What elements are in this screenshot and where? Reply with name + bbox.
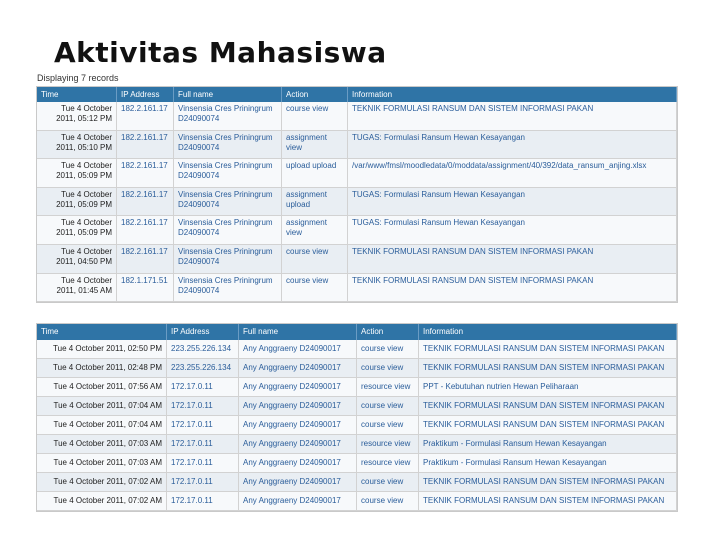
cell-action[interactable]: course view bbox=[357, 492, 419, 511]
cell-ip-address[interactable]: 182.2.161.17 bbox=[117, 159, 174, 188]
table-row bbox=[37, 435, 677, 454]
cell-time: Tue 4 October 2011, 05:09 PM bbox=[37, 159, 117, 188]
cell-full-name[interactable]: Vinsensia Cres Priningrum D24090074 bbox=[174, 188, 282, 217]
cell-time: Tue 4 October 2011, 02:50 PM bbox=[37, 340, 167, 359]
column-header-information: Information bbox=[419, 324, 677, 340]
cell-action[interactable]: resource view bbox=[357, 378, 419, 397]
cell-action[interactable]: course view bbox=[282, 274, 348, 303]
table-row bbox=[37, 492, 677, 511]
table-row bbox=[37, 188, 677, 217]
cell-information[interactable]: TUGAS: Formulasi Ransum Hewan Kesayangan bbox=[348, 216, 677, 245]
cell-action[interactable]: assignment view bbox=[282, 131, 348, 160]
table-row bbox=[37, 340, 677, 359]
cell-ip-address[interactable]: 182.2.161.17 bbox=[117, 102, 174, 131]
cell-action[interactable]: assignment upload bbox=[282, 188, 348, 217]
cell-time: Tue 4 October 2011, 05:12 PM bbox=[37, 102, 117, 131]
table-row bbox=[37, 473, 677, 492]
cell-full-name[interactable]: Any Anggraeny D24090017 bbox=[239, 473, 357, 492]
cell-ip-address[interactable]: 182.1.171.51 bbox=[117, 274, 174, 303]
cell-ip-address[interactable]: 182.2.161.17 bbox=[117, 245, 174, 274]
cell-time: Tue 4 October 2011, 07:04 AM bbox=[37, 416, 167, 435]
cell-ip-address[interactable]: 182.2.161.17 bbox=[117, 131, 174, 160]
cell-information[interactable]: TEKNIK FORMULASI RANSUM DAN SISTEM INFORMASI PAKAN bbox=[419, 492, 677, 511]
cell-action[interactable]: course view bbox=[357, 340, 419, 359]
cell-full-name[interactable]: Any Anggraeny D24090017 bbox=[239, 359, 357, 378]
cell-time: Tue 4 October 2011, 02:48 PM bbox=[37, 359, 167, 378]
cell-full-name[interactable]: Any Anggraeny D24090017 bbox=[239, 492, 357, 511]
activity-log-table-1 bbox=[36, 86, 678, 303]
cell-full-name[interactable]: Vinsensia Cres Priningrum D24090074 bbox=[174, 131, 282, 160]
cell-information[interactable]: TEKNIK FORMULASI RANSUM DAN SISTEM INFORMASI PAKAN bbox=[419, 340, 677, 359]
cell-time: Tue 4 October 2011, 05:09 PM bbox=[37, 188, 117, 217]
cell-information[interactable]: TEKNIK FORMULASI RANSUM DAN SISTEM INFORMASI PAKAN bbox=[419, 359, 677, 378]
records-count: Displaying 7 records bbox=[37, 73, 119, 83]
cell-full-name[interactable]: Vinsensia Cres Priningrum D24090074 bbox=[174, 216, 282, 245]
column-header-full-name[interactable]: Full name bbox=[239, 324, 357, 340]
cell-information[interactable]: TEKNIK FORMULASI RANSUM DAN SISTEM INFORMASI PAKAN bbox=[419, 473, 677, 492]
cell-time: Tue 4 October 2011, 01:45 AM bbox=[37, 274, 117, 303]
cell-time: Tue 4 October 2011, 07:02 AM bbox=[37, 492, 167, 511]
cell-ip-address[interactable]: 172.17.0.11 bbox=[167, 492, 239, 511]
table-row bbox=[37, 359, 677, 378]
cell-time: Tue 4 October 2011, 05:09 PM bbox=[37, 216, 117, 245]
table-row bbox=[37, 378, 677, 397]
activity-log-body-1 bbox=[37, 102, 677, 302]
table-row bbox=[37, 102, 677, 131]
cell-information[interactable]: Praktikum - Formulasi Ransum Hewan Kesayangan bbox=[419, 435, 677, 454]
cell-ip-address[interactable]: 223.255.226.134 bbox=[167, 340, 239, 359]
cell-full-name[interactable]: Any Anggraeny D24090017 bbox=[239, 397, 357, 416]
table-row bbox=[37, 416, 677, 435]
column-header-ip-address[interactable]: IP Address bbox=[167, 324, 239, 340]
activity-log-body-2 bbox=[37, 340, 677, 511]
cell-action[interactable]: resource view bbox=[357, 454, 419, 473]
table-row bbox=[37, 131, 677, 160]
cell-ip-address[interactable]: 172.17.0.11 bbox=[167, 378, 239, 397]
cell-information[interactable]: /var/www/fmsl/moodledata/0/moddata/assignment/40/392/data_ransum_anjing.xlsx bbox=[348, 159, 677, 188]
cell-full-name[interactable]: Any Anggraeny D24090017 bbox=[239, 416, 357, 435]
activity-log-panel-2 bbox=[36, 323, 678, 512]
table-row bbox=[37, 274, 677, 303]
cell-full-name[interactable]: Vinsensia Cres Priningrum D24090074 bbox=[174, 102, 282, 131]
cell-ip-address[interactable]: 172.17.0.11 bbox=[167, 454, 239, 473]
column-header-full-name[interactable]: Full name bbox=[174, 87, 282, 102]
table-row bbox=[37, 454, 677, 473]
cell-full-name[interactable]: Vinsensia Cres Priningrum D24090074 bbox=[174, 274, 282, 303]
cell-time: Tue 4 October 2011, 05:10 PM bbox=[37, 131, 117, 160]
cell-full-name[interactable]: Vinsensia Cres Priningrum D24090074 bbox=[174, 159, 282, 188]
cell-action[interactable]: course view bbox=[357, 416, 419, 435]
cell-information[interactable]: TEKNIK FORMULASI RANSUM DAN SISTEM INFORMASI PAKAN bbox=[348, 274, 677, 303]
cell-full-name[interactable]: Vinsensia Cres Priningrum D24090074 bbox=[174, 245, 282, 274]
page-title: Aktivitas Mahasiswa bbox=[54, 36, 387, 69]
cell-time: Tue 4 October 2011, 04:50 PM bbox=[37, 245, 117, 274]
cell-information[interactable]: TEKNIK FORMULASI RANSUM DAN SISTEM INFORMASI PAKAN bbox=[419, 397, 677, 416]
cell-full-name[interactable]: Any Anggraeny D24090017 bbox=[239, 378, 357, 397]
cell-information[interactable]: TEKNIK FORMULASI RANSUM DAN SISTEM INFORMASI PAKAN bbox=[348, 245, 677, 274]
cell-action[interactable]: upload upload bbox=[282, 159, 348, 188]
activity-log-table-2 bbox=[36, 323, 678, 512]
cell-time: Tue 4 October 2011, 07:04 AM bbox=[37, 397, 167, 416]
cell-action[interactable]: course view bbox=[357, 397, 419, 416]
cell-action[interactable]: course view bbox=[357, 473, 419, 492]
column-header-ip-address[interactable]: IP Address bbox=[117, 87, 174, 102]
cell-ip-address[interactable]: 172.17.0.11 bbox=[167, 435, 239, 454]
cell-action[interactable]: resource view bbox=[357, 435, 419, 454]
cell-full-name[interactable]: Any Anggraeny D24090017 bbox=[239, 340, 357, 359]
cell-action[interactable]: course view bbox=[282, 102, 348, 131]
cell-full-name[interactable]: Any Anggraeny D24090017 bbox=[239, 435, 357, 454]
table-header-row bbox=[37, 87, 677, 102]
cell-ip-address[interactable]: 182.2.161.17 bbox=[117, 188, 174, 217]
column-header-action[interactable]: Action bbox=[282, 87, 348, 102]
cell-action[interactable]: course view bbox=[357, 359, 419, 378]
cell-full-name[interactable]: Any Anggraeny D24090017 bbox=[239, 454, 357, 473]
cell-time: Tue 4 October 2011, 07:56 AM bbox=[37, 378, 167, 397]
cell-information[interactable]: TUGAS: Formulasi Ransum Hewan Kesayangan bbox=[348, 188, 677, 217]
cell-ip-address[interactable]: 172.17.0.11 bbox=[167, 416, 239, 435]
cell-time: Tue 4 October 2011, 07:03 AM bbox=[37, 454, 167, 473]
cell-action[interactable]: course view bbox=[282, 245, 348, 274]
cell-time: Tue 4 October 2011, 07:03 AM bbox=[37, 435, 167, 454]
column-header-information: Information bbox=[348, 87, 677, 102]
table-row bbox=[37, 397, 677, 416]
column-header-time[interactable]: Time bbox=[37, 324, 167, 340]
cell-information[interactable]: TEKNIK FORMULASI RANSUM DAN SISTEM INFORMASI PAKAN bbox=[419, 416, 677, 435]
column-header-action[interactable]: Action bbox=[357, 324, 419, 340]
cell-information[interactable]: TEKNIK FORMULASI RANSUM DAN SISTEM INFORMASI PAKAN bbox=[348, 102, 677, 131]
cell-information[interactable]: Praktikum - Formulasi Ransum Hewan Kesayangan bbox=[419, 454, 677, 473]
activity-log-panel-1 bbox=[36, 72, 678, 303]
table-row bbox=[37, 216, 677, 245]
cell-action[interactable]: assignment view bbox=[282, 216, 348, 245]
column-header-time[interactable]: Time bbox=[37, 87, 117, 102]
cell-information[interactable]: TUGAS: Formulasi Ransum Hewan Kesayangan bbox=[348, 131, 677, 160]
table-row bbox=[37, 159, 677, 188]
cell-time: Tue 4 October 2011, 07:02 AM bbox=[37, 473, 167, 492]
cell-ip-address[interactable]: 223.255.226.134 bbox=[167, 359, 239, 378]
cell-ip-address[interactable]: 182.2.161.17 bbox=[117, 216, 174, 245]
table-header-row bbox=[37, 324, 677, 340]
cell-information[interactable]: PPT - Kebutuhan nutrien Hewan Peliharaan bbox=[419, 378, 677, 397]
cell-ip-address[interactable]: 172.17.0.11 bbox=[167, 473, 239, 492]
cell-ip-address[interactable]: 172.17.0.11 bbox=[167, 397, 239, 416]
table-row bbox=[37, 245, 677, 274]
